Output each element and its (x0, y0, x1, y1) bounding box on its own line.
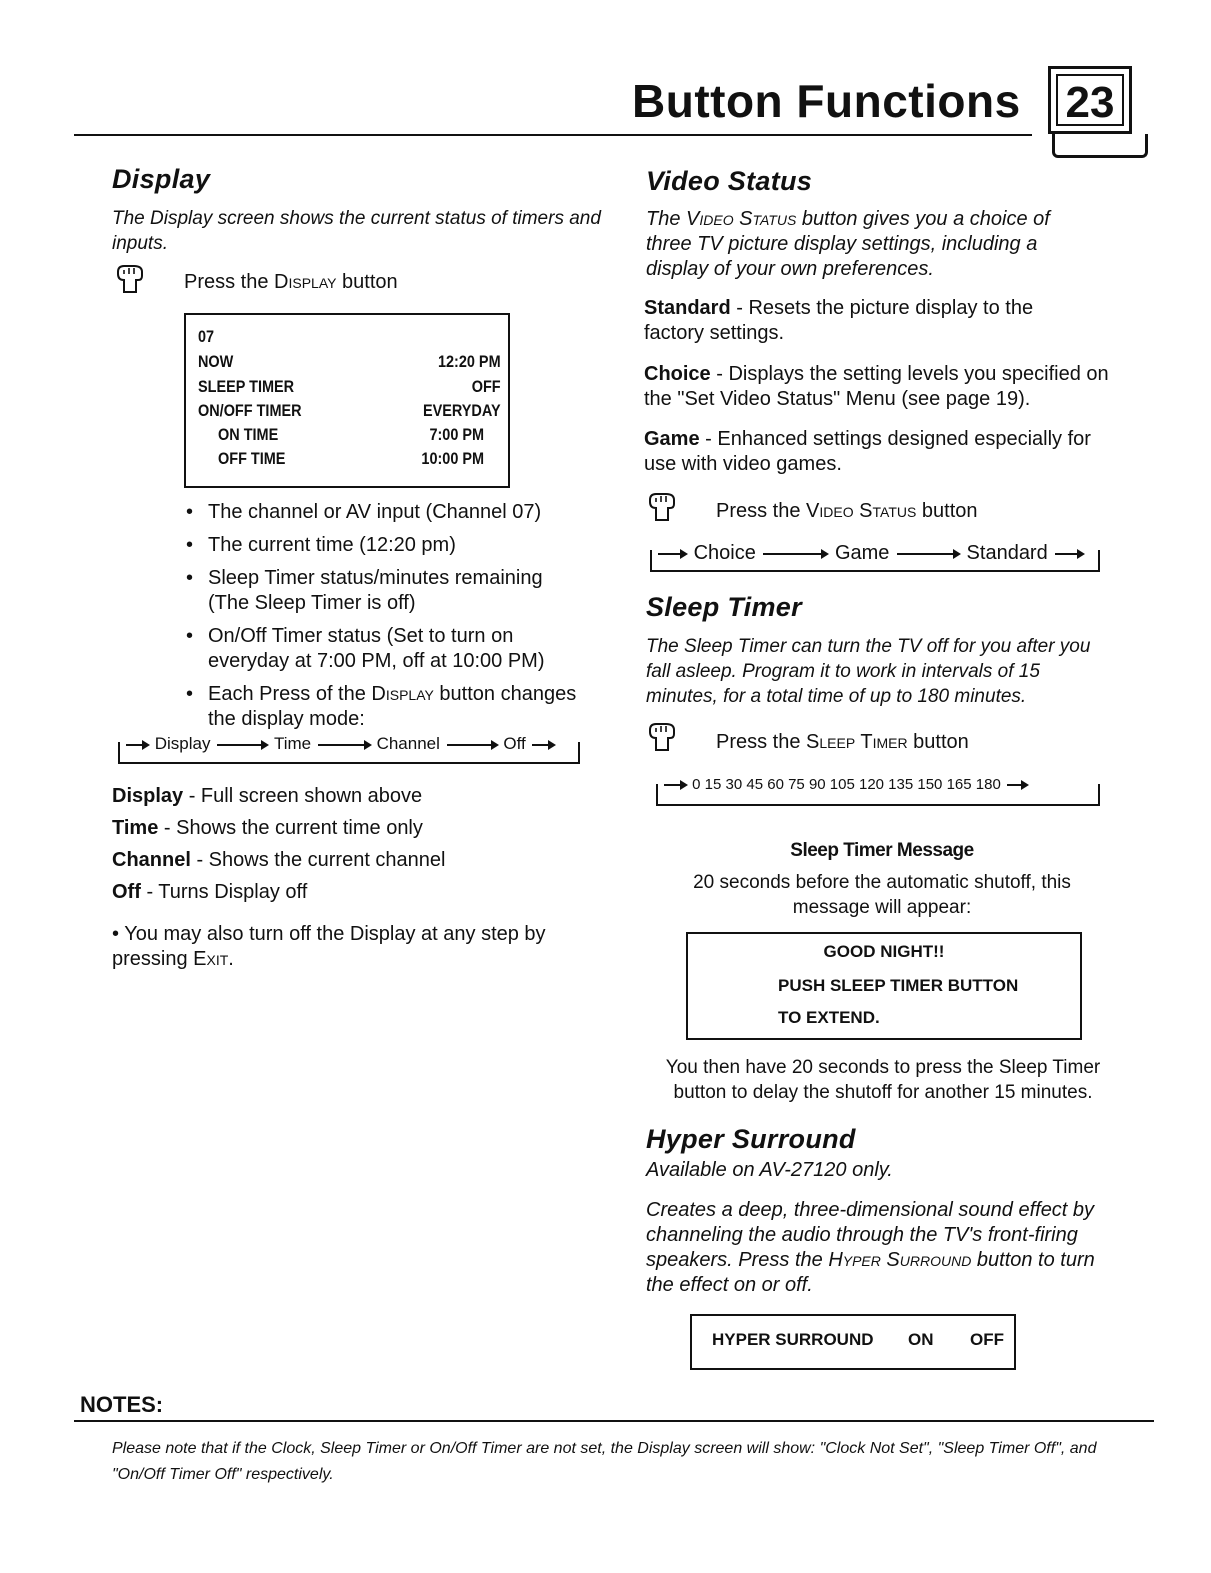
screen-row-now: NOW 12:20 PM (198, 352, 501, 371)
list-item: • The current time (12:20 pm) (184, 533, 584, 558)
flow-step: Off (503, 734, 526, 753)
screen-label: HYPER SURROUND (712, 1330, 874, 1349)
notes-text: Please note that if the Clock, Sleep Timer or On/Off Timer are not set, the Display screen will show: "Clock Not Set", "Sleep Timer Off", and "On/Off Timer Off" respectively. (112, 1440, 1097, 1483)
notes-rule (74, 1420, 1154, 1422)
mode-time: Time - Shows the current time only (112, 817, 423, 839)
video-status-intro: The Video Status button gives you a choice of three TV picture display settings, including a display of your own preferences. (646, 208, 1050, 280)
flow-step: Choice (693, 542, 756, 564)
sleep-timer-screen (686, 932, 1082, 1040)
list-item: • On/Off Timer status (Set to turn on everyday at 7:00 PM, off at 10:00 PM) (184, 624, 584, 674)
hand-press-icon (644, 720, 680, 754)
list-item: • The channel or AV input (Channel 07) (184, 500, 584, 525)
hand-press-icon (644, 490, 680, 524)
display-button-name: Display (274, 271, 337, 293)
flow-step: Game (834, 542, 890, 564)
screen-row-onoff-timer: ON/OFF TIMER EVERYDAY (198, 401, 501, 420)
screen-channel: 07 (198, 327, 215, 346)
hand-press-icon (112, 262, 148, 296)
video-status-heading: Video Status (646, 166, 813, 196)
flow-step: Time (273, 734, 312, 753)
video-status-press-instruction: Press the Video Status button (716, 500, 978, 522)
mode-channel: Channel - Shows the current channel (112, 849, 446, 871)
screen-line: PUSH SLEEP TIMER BUTTON (778, 976, 1019, 995)
sleep-timer-heading: Sleep Timer (646, 592, 802, 622)
display-intro: The Display screen shows the current status of timers and inputs. (112, 208, 601, 254)
hyper-surround-desc: Creates a deep, three-dimensional sound effect by channeling the audio through the TV's front-firing speakers. Press the Hyper Surround button to turn the effect on or off. (646, 1199, 1095, 1296)
page-number-box (1048, 66, 1132, 134)
sleep-timer-intro: The Sleep Timer can turn the TV off for you after you fall asleep. Program it to work in intervals of 15 minutes, for a total time of up to 180 minutes. (646, 636, 1091, 707)
sleep-timer-flow (656, 776, 1100, 810)
display-press-instruction: Press the Display button (184, 271, 398, 293)
mode-display: Display - Full screen shown above (112, 785, 423, 807)
flow-step: Display (154, 734, 211, 753)
display-screen (184, 313, 510, 488)
notes-heading: NOTES: (80, 1392, 164, 1417)
display-heading: Display (112, 164, 211, 194)
sleep-timer-message-intro: 20 seconds before the automatic shutoff, this message will appear: (693, 872, 1071, 918)
display-bullets (184, 500, 584, 740)
screen-line: GOOD NIGHT!! (823, 942, 945, 961)
video-status-flow (650, 542, 1100, 576)
video-option-game: Game - Enhanced settings designed especially for use with video games. (644, 428, 1091, 475)
screen-off: OFF (970, 1330, 1004, 1349)
hyper-surround-heading: Hyper Surround (646, 1124, 856, 1154)
page-number-tab (1052, 134, 1148, 158)
video-option-standard: Standard - Resets the picture display to the factory settings. (644, 297, 1034, 344)
sleep-timer-after: You then have 20 seconds to press the Sleep Timer button to delay the shutoff for another 15 minutes. (665, 1057, 1101, 1103)
sleep-timer-message-heading: Sleep Timer Message (790, 840, 974, 861)
mode-off: Off - Turns Display off (112, 881, 308, 903)
screen-row-off-time: OFF TIME 10:00 PM (218, 449, 485, 468)
page-number: 23 (1056, 74, 1124, 126)
display-mode-flow (118, 734, 580, 768)
header-rule (74, 134, 1032, 136)
hyper-surround-availability: Available on AV-27120 only. (646, 1159, 893, 1181)
hyper-surround-screen (690, 1314, 1016, 1370)
flow-steps: 0 15 30 45 60 75 90 105 120 135 150 165 180 (692, 776, 1001, 793)
screen-on: ON (908, 1330, 934, 1349)
video-option-choice: Choice - Displays the setting levels you specified on the "Set Video Status" Menu (see page 19). (644, 363, 1109, 410)
flow-step: Standard (966, 542, 1048, 564)
page-title: Button Functions (632, 75, 1021, 127)
screen-line: TO EXTEND. (778, 1008, 880, 1027)
screen-row-on-time: ON TIME 7:00 PM (218, 425, 485, 444)
display-exit-note: • You may also turn off the Display at any step by pressing Exit. (112, 923, 546, 970)
flow-step: Channel (376, 734, 440, 753)
screen-row-sleep-timer: SLEEP TIMER OFF (198, 377, 501, 396)
list-item: • Each Press of the Display button changes the display mode: (184, 682, 584, 732)
sleep-timer-press-instruction: Press the Sleep Timer button (716, 731, 969, 753)
list-item: • Sleep Timer status/minutes remaining (The Sleep Timer is off) (184, 566, 584, 616)
